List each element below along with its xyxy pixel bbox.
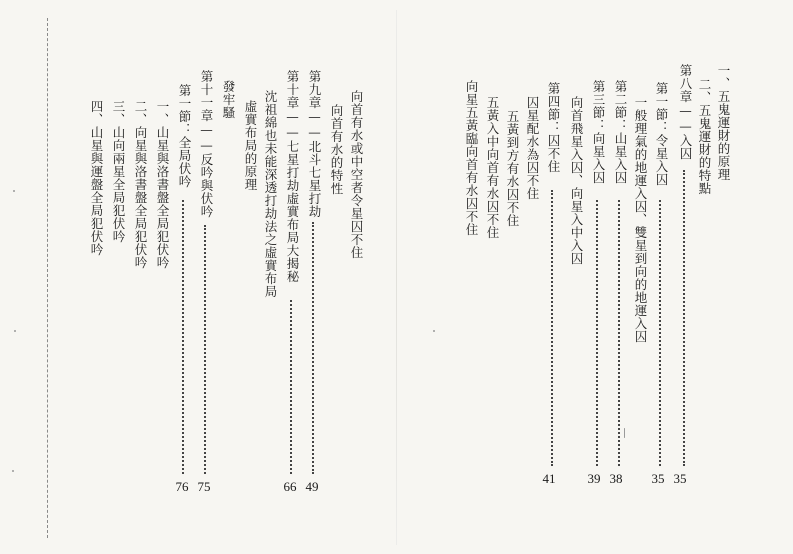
section-heading: 第二節：山星入囚 bbox=[613, 80, 628, 184]
chapter-heading: 第十章——七星打劫虛實布局大揭秘 bbox=[285, 70, 300, 283]
section-heading: 第三節：向星入囚 bbox=[591, 80, 606, 184]
scan-speck bbox=[433, 330, 435, 332]
toc-entry: 一般理氣的地運入囚、雙星到向的地運入囚 bbox=[633, 96, 648, 343]
toc-entry: 向首飛星入囚、向星入中入囚 bbox=[569, 96, 584, 265]
dot-leader bbox=[618, 200, 620, 466]
scan-speck bbox=[13, 190, 15, 192]
page-fold bbox=[396, 10, 397, 545]
page-number: 35 bbox=[651, 471, 665, 486]
dot-leader bbox=[551, 190, 553, 466]
toc-entry: 三、山向兩星全局犯伏吟 bbox=[111, 100, 126, 243]
toc-entry: 一、五鬼運財的原理 bbox=[716, 64, 731, 181]
page-number: 35 bbox=[673, 471, 687, 486]
section-heading: 第一節：令星入囚 bbox=[654, 82, 669, 186]
page-number: 66 bbox=[283, 479, 297, 494]
scan-speck bbox=[624, 428, 625, 438]
chapter-heading: 第十一章——反吟與伏吟 bbox=[199, 70, 214, 218]
scan-speck bbox=[12, 470, 14, 472]
chapter-heading: 第八章——入囚 bbox=[678, 64, 693, 160]
dot-leader bbox=[204, 225, 206, 474]
toc-entry: 囚星配水為囚不住 bbox=[525, 96, 540, 200]
dot-leader bbox=[182, 200, 184, 474]
toc-entry: 五黃到方有水囚不住 bbox=[505, 110, 520, 227]
toc-entry: 向首有水的特性 bbox=[329, 104, 344, 195]
toc-entry: 虛實布局的原理 bbox=[243, 100, 258, 191]
scan-speck bbox=[14, 330, 16, 332]
toc-entry: 沈祖綿也未能深透打劫法之虛實布局 bbox=[263, 90, 278, 298]
page-number: 41 bbox=[542, 471, 556, 486]
toc-entry: 二、五鬼運財的特點 bbox=[697, 78, 712, 195]
page-number: 76 bbox=[175, 479, 189, 494]
page-number: 49 bbox=[305, 479, 319, 494]
dot-leader bbox=[290, 300, 292, 474]
page-number: 39 bbox=[587, 471, 601, 486]
section-heading: 第一節：全局伏吟 bbox=[177, 84, 192, 188]
toc-entry: 發牢騷 bbox=[221, 80, 236, 119]
page-number: 38 bbox=[609, 471, 623, 486]
dot-leader bbox=[596, 200, 598, 466]
toc-entry: 向星五黃臨向首有水囚不住 bbox=[464, 80, 479, 236]
dot-leader bbox=[312, 222, 314, 474]
toc-entry: 四、山星與運盤全局犯伏吟 bbox=[89, 100, 104, 256]
toc-entry: 向首有水或中空者令星囚不住 bbox=[349, 90, 364, 259]
dot-leader bbox=[683, 170, 685, 466]
section-heading: 第四節：囚不住 bbox=[546, 82, 561, 173]
toc-entry: 一、山星與洛書盤全局犯伏吟 bbox=[155, 100, 170, 269]
toc-entry: 二、向星與洛書盤全局犯伏吟 bbox=[133, 100, 148, 269]
dot-leader bbox=[659, 200, 661, 466]
page-number: 75 bbox=[197, 479, 211, 494]
toc-entry: 五黃入中向首有水囚不住 bbox=[485, 96, 500, 239]
binding-edge-dashed-line bbox=[47, 18, 48, 538]
chapter-heading: 第九章——北斗七星打劫 bbox=[307, 70, 322, 218]
